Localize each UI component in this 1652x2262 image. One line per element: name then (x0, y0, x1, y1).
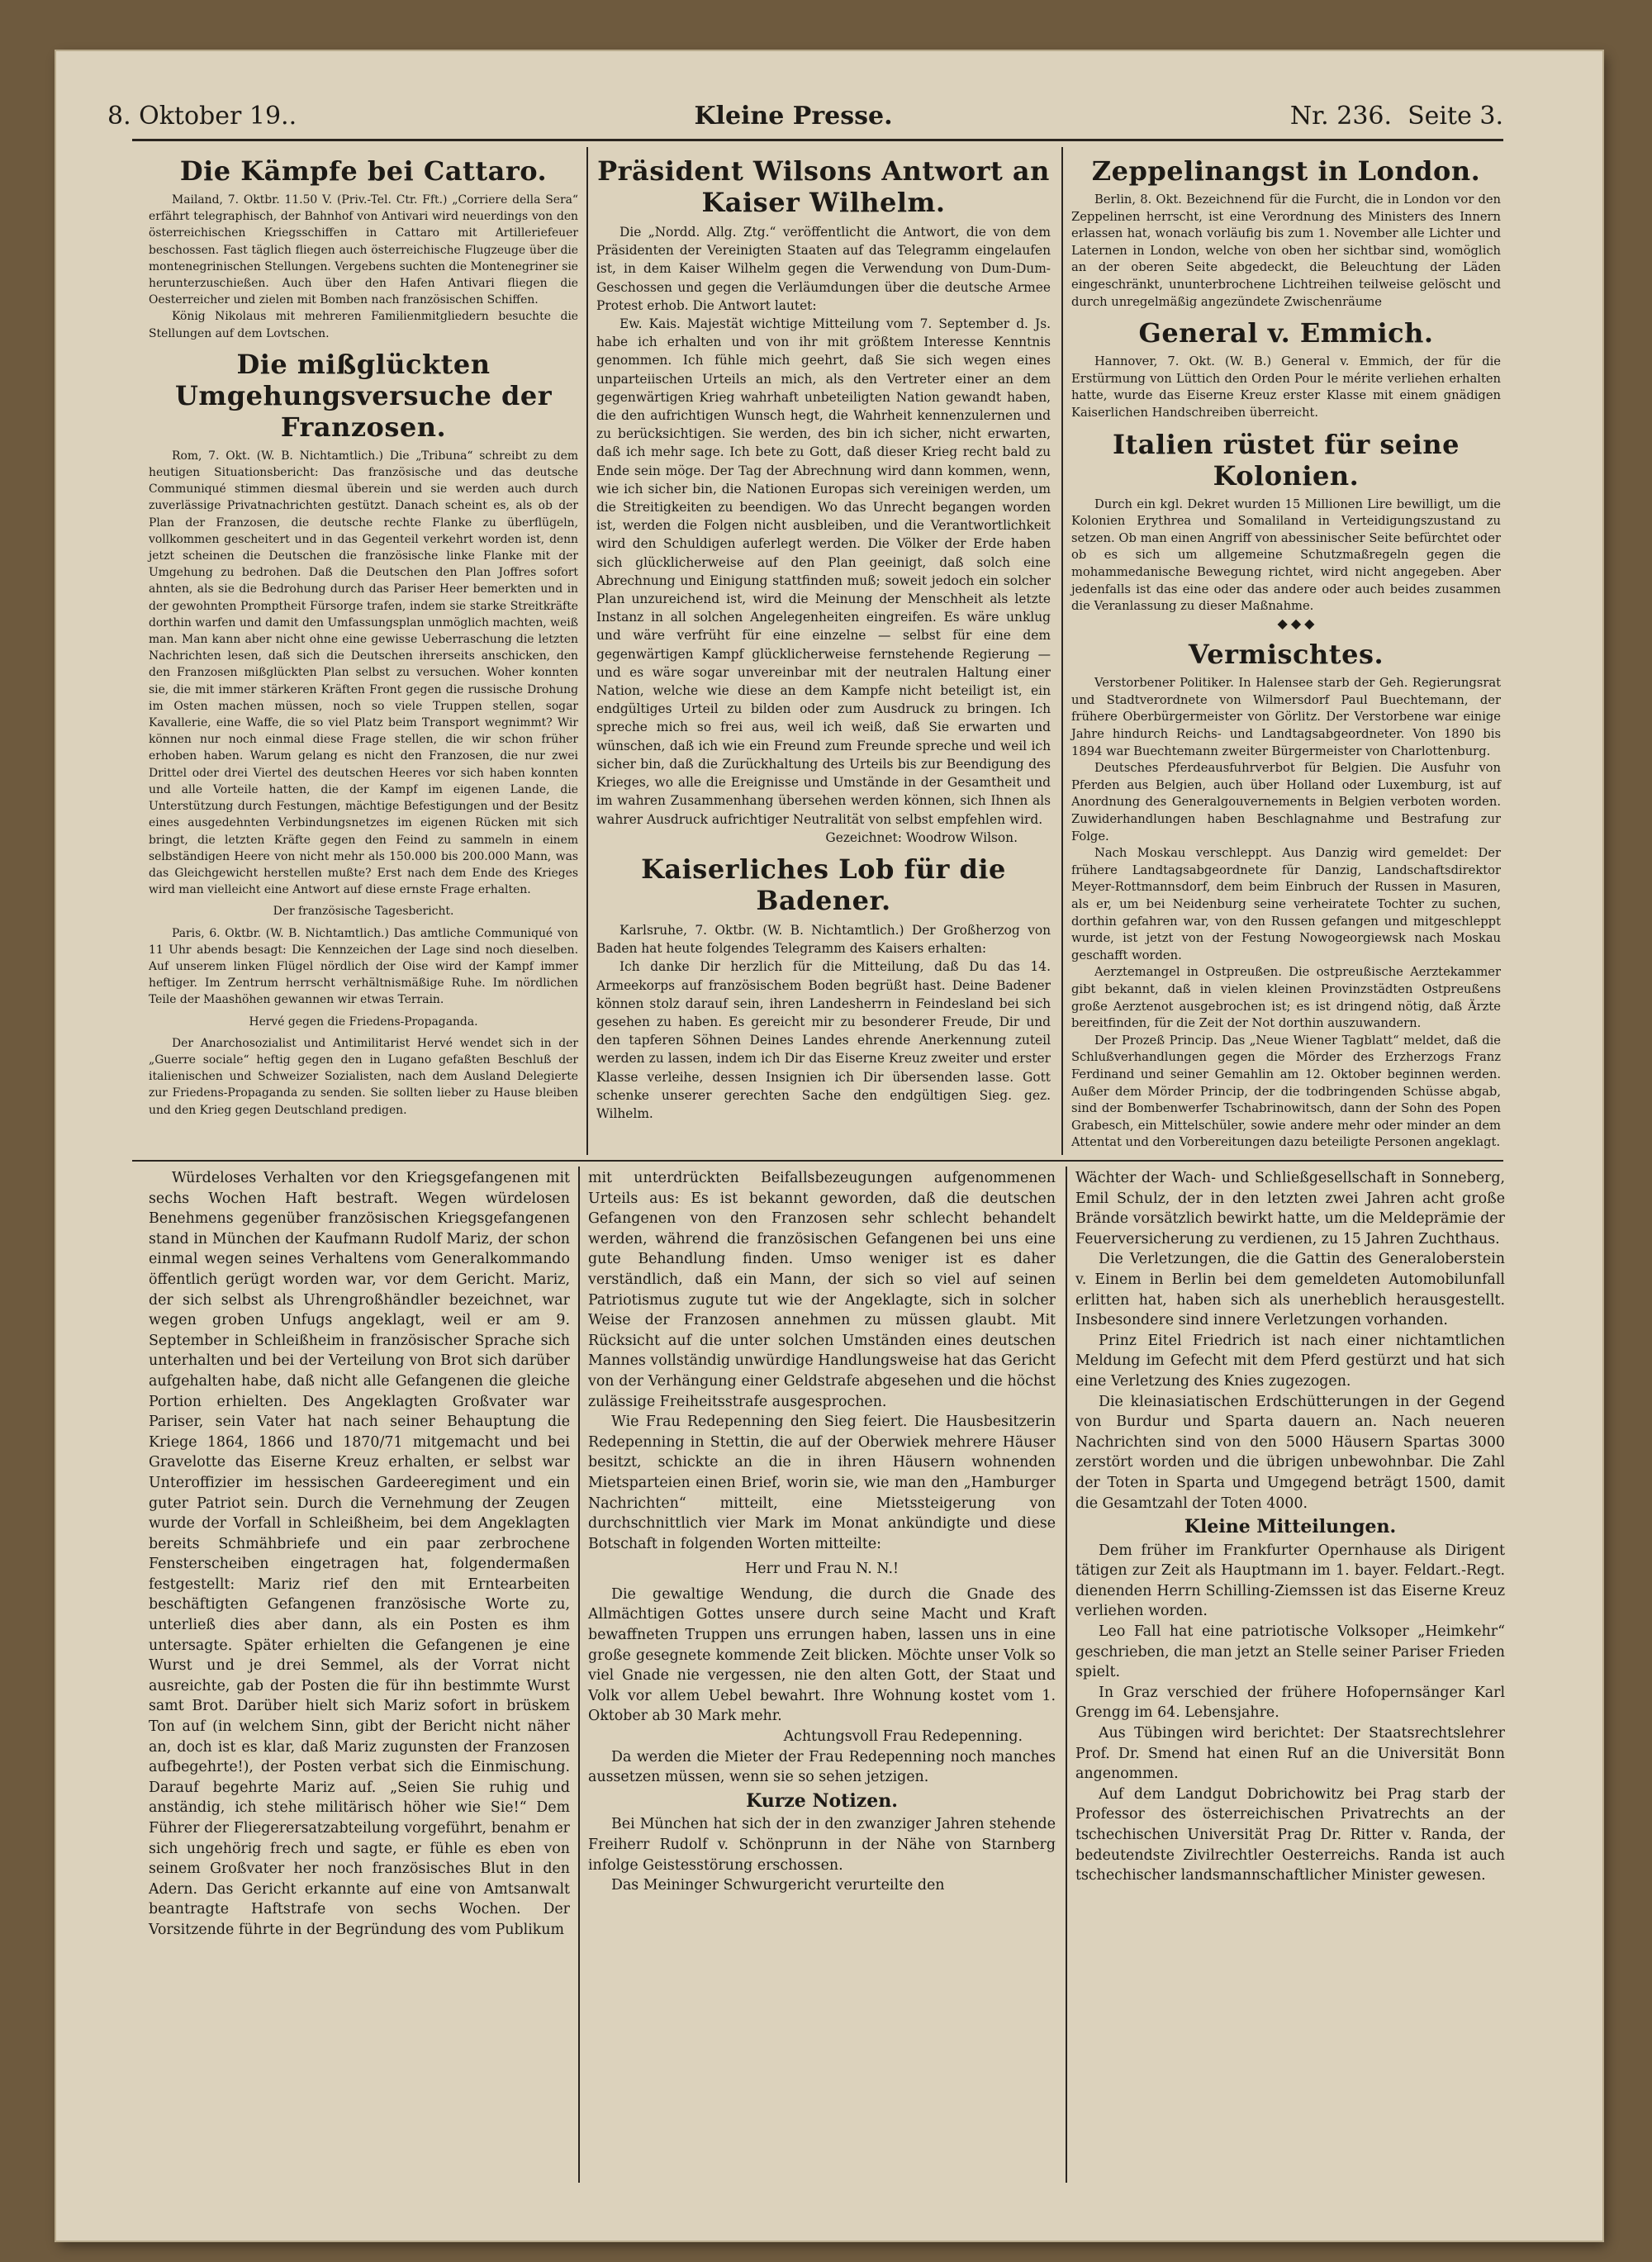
article-text: Hannover, 7. Okt. (W. B.) General v. Emmich, der für die Erstürmung von Lüttich den Orden Pour le mérite verliehen erhalten hatte, wurde das Eiserne Kreuz erster Klasse mit einem gnädigen Kaiserlichen Handschreiben überreicht. (1071, 354, 1501, 420)
column-divider (1061, 147, 1063, 1155)
subheadline: Hervé gegen die Friedens-Propaganda. (249, 1015, 478, 1029)
signature: Gezeichnet: Woodrow Wilson. (825, 829, 1018, 845)
article-text: Nach Moskau verschleppt. Aus Danzig wird gemeldet: Der frühere Landtagsabgeordnete für Danzig, Landschaftsdirektor Meyer-Rottmannsdorf, dem beim Einbruch der Russen in Masuren, als er, um bei Neidenburg seine verheiratete Tochter zu suchen, dorthin gefahren war, von den Russen gefangen und mitgeschleppt wurde, ist jetzt von der Festung Nowogeorgiewsk nach Moskau geschafft worden. (1071, 846, 1501, 962)
headline-zeppelin: Zeppelinangst in London. (1091, 155, 1481, 187)
signature: Achtungsvoll Frau Redepenning. (783, 1728, 1023, 1746)
header-rule (132, 139, 1503, 141)
article-text: Wächter der Wach- und Schließgesellschaft in Sonneberg, Emil Schulz, der in den letzten zwei Jahren acht große Brände vorsätzlich bewirkt hatte, um die Meldeprämie der Feuerversicherung zu verdienen, zu 15 Jahren Zuchthaus. (1075, 1170, 1505, 1247)
headline-badener: Kaiserliches Lob für die Badener. (641, 853, 1006, 916)
headline-emmich: General v. Emmich. (1138, 317, 1434, 349)
article-text: Die kleinasiatischen Erdschütterungen in der Gegend von Burdur und Sparta dauern an. Nach neueren Nachrichten sind von den 5000 Häusern Spartas 3000 zerstört worden und die übrigen unbewohnbar. Die Zahl der Toten in Sparta und Umgegend beträgt 1500, damit die Gesamtzahl der Toten 4000. (1075, 1393, 1505, 1512)
bottom-column-3 (1075, 1168, 1505, 1886)
article-text: Die gewaltige Wendung, die durch die Gnade des Allmächtigen Gottes unsere durch seine Macht und Kraft bewaffneten Truppen uns errungen haben, lassen uns in eine große gesegnete kommende Zeit blicken. Möchte unser Volk so viel Gnade nie vergessen, nie den alten Gott, der Staat und Volk vor allem Uebel bewahrt. Ihre Wohnung kostet vom 1. Oktober ab 30 Mark mehr. (588, 1585, 1056, 1725)
paper-title: Kleine Presse. (694, 101, 893, 131)
article-text: Rom, 7. Okt. (W. B. Nichtamtlich.) Die „Tribuna“ schreibt zu dem heutigen Situationsbericht: Das französische und das deutsche Communiqué stimmen diesmal überein und sie werden auch durch zuverlässige Privatnachrichten gestützt. Danach scheint es, als ob der Plan der Franzosen, die deutsche rechte Flanke zu überflügeln, vollkommen gescheitert und in das Gegenteil verkehrt worden ist, denn jetzt scheinen die Deutschen die französische linke Flanke mit der Umgehung zu bedrohen. Daß die Deutschen den Plan Joffres sofort ahnten, als sie die Bedrohung durch das Pariser Heer bemerkten und in der gewohnten Promptheit Fürsorge trafen, indem sie starke Streitkräfte dorthin warfen und damit den Umfassungsplan unmöglich machten, weiß man. Man kann aber nicht ohne eine gewisse Ueberraschung die letzten Nachrichten lesen, daß sich die Deutschen ihrerseits anschicken, den den Franzosen mißglückten Plan selbst zu versuchen. Woher konnten sie, die mit immer stärkeren Kräften Front gegen die russische Drohung im Osten machen müssen, noch so viele Truppen stellen, sogar Kavallerie, eine Waffe, die so viel Platz beim Transport wegnimmt? Wir können nur noch einmal diese Frage stellen, die wir schon früher erhoben haben. Warum gelang es nicht den Franzosen, die nur zwei Drittel oder drei Viertel des deutschen Heeres vor sich haben konnten und alle Vorteile hatten, die der Kampf im eigenen Lande, die Unterstützung durch Festungen, mächtige Befestigungen und der Besitz eines ausgedehnten Verbindungsnetzes im eigenen Rücken mit sich bringt, die letzten Kräfte gegen den Feind zu sammeln in einem selbständigen Heere von nicht mehr als 150.000 bis 200.000 Mann, was das Gleichgewicht herstellen mußte? Erst nach dem Ende des Krieges wird man vielleicht eine Antwort auf diese ernste Frage erhalten. (149, 449, 578, 897)
article-text: Der Anarchosozialist und Antimilitarist Hervé wendet sich in der „Guerre sociale“ heftig gegen den in Lugano gefaßten Beschluß der italienischen und Schweizer Sozialisten, nach dem Ausland Delegierte zur Friedens-Propaganda zu senden. Sie sollten lieber zu Hause bleiben und den Krieg gegen Deutschland predigen. (149, 1036, 578, 1117)
column-divider (586, 147, 588, 1155)
issue-number-page (1290, 102, 1503, 131)
article-text: Aus Tübingen wird berichtet: Der Staatsrechtslehrer Prof. Dr. Smend hat einen Ruf an die Universität Bonn angenommen. (1075, 1725, 1505, 1783)
headline-vermischtes: Vermischtes. (1188, 639, 1384, 671)
headline-cattaro: Die Kämpfe bei Cattaro. (179, 155, 548, 187)
article-text: Würdeloses Verhalten vor den Kriegsgefangenen mit sechs Wochen Haft bestraft. Wegen würdelosen Benehmens gegenüber französischen Kriegsgefangenen stand in München der Kaufmann Rudolf Mariz, der schon einmal wegen seines Verhaltens vom Generalkommando öffentlich gerügt worden war, vor dem Gericht. Mariz, der sich selbst als Uhrengroßhändler bezeichnet, war wegen groben Unfugs angeklagt, weil er am 9. September in Schleißheim in französischer Sprache sich unterhalten und bei der Verteilung von Brot sich darüber aufgehalten habe, daß nicht alle Gefangenen die gleiche Portion erhielten. Des Angeklagten Großvater war Pariser, sein Vater hat nach seiner Behauptung die Kriege 1864, 1866 und 1870/71 mitgemacht und bei Gravelotte das Eiserne Kreuz erhalten, er selbst war Unteroffizier im hessischen Gardeeregiment und ein guter Patriot sein. Durch die Vernehmung der Zeugen wurde der Vorfall in Schleißheim, bei dem Angeklagten bereits Schmähbriefe und ein paar zerbrochene Fensterscheiben eingetragen hat, folgendermaßen festgestellt: Mariz rief den mit Erntearbeiten beschäftigten Gefangenen französische Worte zu, unterließ dies aber dann, als ein Posten es ihm untersagte. Später erhielten die Gefangenen je eine Wurst und je drei Semmel, als der Vorrat nicht ausreichte, gab der Posten die für ihn bestimmte Wurst samt Brot. Darüber hielt sich Mariz sofort in brüskem Ton auf (in welchem Sinn, gibt der Bericht nicht näher an, doch ist es klar, daß Mariz zugunsten der Franzosen aufbegehrte!), der Posten verbat sich die Einmischung. Darauf begehrte Mariz auf. „Seien Sie ruhig und anständig, ich stehe militärisch höher wie Sie!“ Dem Führer der Fliegerersatzabteilung vorgeführt, benahm er sich ungehörig frech und sagte, er fühle es eben von seinem Großvater her noch französisches Blut in den Adern. Das Gericht erkannte auf eine von Amtsanwalt beantragte Haftstrafe von sechs Wochen. Der Vorsitzende führte in der Begründung des vom Publikum (149, 1170, 570, 1938)
headline-kurze-notizen: Kurze Notizen. (746, 1789, 898, 1812)
article-text: mit unterdrückten Beifallsbezeugungen aufgenommenen Urteils aus: Es ist bekannt geworden, daß die deutschen Gefangenen von den Franzosen sehr schlecht behandelt werden, während die französischen Gefangenen bei uns eine gute Behandlung finden. Umso weniger ist es daher verständlich, daß ein Mann, der sich so viel auf seinen Patriotismus zugute tut wie der Angeklagte, sich in solcher Weise der Franzosen annehmen zu müssen glaubt. Mit Rücksicht auf die unter solchen Umständen eines deutschen Mannes vollständig unwürdige Handlungsweise hat das Gericht von der Verhängung einer Geldstrafe abgesehen und die höchst zulässige Freiheitsstrafe ausgesprochen. (588, 1170, 1056, 1410)
column-3 (1071, 149, 1501, 1152)
issue-number: Nr. 236. (1289, 101, 1393, 131)
headline-kleine-mitteilungen: Kleine Mitteilungen. (1184, 1516, 1397, 1538)
article-text: Dem früher im Frankfurter Opernhause als Dirigent tätigen zur Zeit als Hauptmann im 1. bayer. Feldart.-Regt. dienenden Herrn Schilling-Ziemssen ist das Eiserne Kreuz verliehen worden. (1075, 1542, 1505, 1620)
column-1 (149, 149, 578, 1119)
article-text: Aerztemangel in Ostpreußen. Die ostpreußische Aerztekammer gibt bekannt, daß in vielen kleinen Provinzstädten Ostpreußens große Aerztenot ausgebrochen ist; es ist dringend nötig, daß Ärzte bereitfinden, für die Zeit der Not dorthin auszuwandern. (1071, 965, 1501, 1031)
headline-wilson: Präsident Wilsons Antwort an Kaiser Wilhelm. (597, 155, 1050, 218)
column-2 (596, 149, 1051, 1123)
article-text: Das Meininger Schwurgericht verurteilte den (611, 1877, 945, 1894)
headline-umgehung: Die mißglückten Umgehungsversuche der Franzosen. (174, 348, 553, 443)
article-text: Ich danke Dir herzlich für die Mitteilung, daß Du das 14. Armeekorps auf französischem Boden begrüßt hast. Deine Badener können stolz darauf sein, ihren Landesherrn in Feindesland bei sich gesehen zu haben. Es gereicht mir zu besonderer Freude, Dir und den tapferen Söhnen Deines Landes ehrende Anerkennung zuteil werden zu lassen, indem ich Dir das Eiserne Kreuz zweiter und erster Klasse verleihe, dessen Insignien ich Dir übersenden lasse. Gott schenke unserer gerechten Sache den endgültigen Sieg. gez. Wilhelm. (596, 959, 1051, 1121)
page-number: Seite 3. (1408, 101, 1503, 131)
page-header (107, 93, 1503, 139)
article-text: Deutsches Pferdeausfuhrverbot für Belgien. Die Ausfuhr von Pferden aus Belgien, auch über Holland oder Luxemburg, ist auf Anordnung des Generalgouvernements in Belgien verboten worden. Zuwiderhandlungen haben Beschlagnahme und Bestrafung zur Folge. (1071, 761, 1501, 843)
section-divider (132, 1160, 1503, 1162)
article-text: Berlin, 8. Okt. Bezeichnend für die Furcht, die in London vor den Zeppelinen herrscht, ist eine Verordnung des Ministers des Innern erlassen hat, wonach vorläufig bis zum 1. November alle Lichter und Laternen in London, welche von oben her sichtbar sind, womöglich an der oberen Seite abgedeckt, die Beleuchtung der Läden eingeschränkt, ununterbrochene Lichtreihen teilweise gelöscht und durch unregelmäßig angezündete Zwischenräume (1071, 192, 1501, 309)
headline-italien: Italien rüstet für seine Kolonien. (1113, 428, 1460, 492)
article-text: Paris, 6. Oktbr. (W. B. Nichtamtlich.) Das amtliche Communiqué von 11 Uhr abends besagt: Die Kennzeichen der Lage sind noch dieselben. Auf unserem linken Flügel nördlich der Oise wird der Kampf immer heftiger. Im Zentrum herrscht verhältnismäßige Ruhe. Im nördlichen Teile der Maashöhen gewannen wir etwas Terrain. (149, 926, 578, 1007)
bottom-column-1 (149, 1168, 570, 1941)
article-text: Karlsruhe, 7. Oktbr. (W. B. Nichtamtlich.) Der Großherzog von Baden hat heute folgendes Telegramm des Kaisers erhalten: (596, 922, 1051, 957)
article-text: Mailand, 7. Oktbr. 11.50 V. (Priv.-Tel. Ctr. Fft.) „Corriere della Sera“ erfährt telegraphisch, der Bahnhof von Antivari wird neuerdings von den österreichischen Kriegsschiffen in Cattaro mit Artilleriefeuer beschossen. Fast täglich fliegen auch österreichische Flugzeuge über die montenegrinischen Stellungen. Vergebens suchten die Montenegriner sie herunterzuschießen. Auch über den Hafen Antivari fliegen die Oesterreicher und zielen mit Bomben nach französischen Schiffen. (149, 193, 578, 307)
letter-salutation: Herr und Frau N. N.! (745, 1561, 899, 1578)
article-text: Wie Frau Redepenning den Sieg feiert. Die Hausbesitzerin Redepenning in Stettin, die auf der Oberwiek mehrere Häuser besitzt, schickte an die in ihren Häusern wohnenden Mietsparteien einen Brief, worin sie, wie man den „Hamburger Nachrichten“ mitteilt, eine Mietssteigerung von durchschnittlich vier Mark im Monat ankündigte und diese Botschaft in folgenden Worten mitteilte: (588, 1414, 1056, 1552)
article-text: Durch ein kgl. Dekret wurden 15 Millionen Lire bewilligt, um die Kolonien Erythrea und Somaliland in Verteidigungszustand zu setzen. Ob man einen Angriff von abessinischer Seite befürchtet oder ob es sich um allgemeine Schutzmaßregeln gegen die mohammedanische Bewegung richtet, wird nicht angegeben. Aber jedenfalls ist das eine oder das andere oder auch beides zusammen die Veranlassung zu dieser Maßnahme. (1071, 497, 1501, 614)
article-text: Auf dem Landgut Dobrichowitz bei Prag starb der Professor des österreichischen Privatrechts an der tschechischen Universität Prag Dr. Ritter v. Randa, der bedeutendste Zivilrechtler Oesterreichs. Randa ist auch tschechischer landsmannschaftlicher Minister gewesen. (1075, 1785, 1505, 1884)
ornament-divider: ◆◆◆ (1277, 615, 1318, 631)
article-text: Prinz Eitel Friedrich ist nach einer nichtamtlichen Meldung im Gefecht mit dem Pferd gestürzt und hat sich eine Verletzung des Knies zugezogen. (1075, 1332, 1505, 1390)
bottom-column-2 (588, 1168, 1056, 1896)
subheadline: Der französische Tagesbericht. (273, 905, 454, 919)
article-text: Verstorbener Politiker. In Halensee starb der Geh. Regierungsrat und Stadtverordnete von Wilmersdorf Paul Buechtemann, der frühere Oberbürgermeister von Görlitz. Der Verstorbene war einige Jahre hindurch Reichs- und Landtagsabgeordneter. Von 1890 bis 1894 war Buechtemann zweiter Bürgermeister von Charlottenburg. (1071, 676, 1501, 758)
article-text: Die „Nordd. Allg. Ztg.“ veröffentlicht die Antwort, die von dem Präsidenten der Vereinigten Staaten auf das Telegramm eingelaufen ist, in dem Kaiser Wilhelm gegen die Verwendung von Dum-Dum-Geschossen und gegen die Verläumdungen über die deutsche Armee Protest erhob. Die Antwort lautet: (596, 225, 1051, 313)
column-divider (578, 1167, 580, 2183)
article-text: König Nikolaus mit mehreren Familienmitgliedern besuchte die Stellungen auf dem Lovtschen. (149, 310, 578, 340)
article-text: Bei München hat sich der in den zwanziger Jahren stehende Freiherr Rudolf v. Schönprunn in der Nähe von Starnberg infolge Geistesstörung erschossen. (588, 1816, 1056, 1874)
article-text: Ew. Kais. Majestät wichtige Mitteilung vom 7. September d. Js. habe ich erhalten und von ihr mit größtem Interesse Kenntnis genommen. Ich fühle mich geehrt, daß Sie sich wegen eines unparteiischen Urteils an mich, als den Vertreter einer an dem gegenwärtigen Krieg wahrhaft unbeteiligten Nation gewandt haben, die den aufrichtigen Wunsch hegt, die Wahrheit kennenzulernen und zu berücksichtigen. Sie werden, des bin ich sicher, nicht erwarten, daß ich mehr sage. Ich bete zu Gott, daß dieser Krieg recht bald zu Ende sein möge. Der Tag der Abrechnung wird dann kommen, wenn, wie ich sicher bin, die Nationen Europas sich vereinigen werden, um die Streitigkeiten zu beendigen. Wo das Unrecht begangen worden ist, werden die Folgen nicht ausbleiben, und die Verantwortlichkeit wird den Schuldigen auferlegt werden. Die Völker der Erde haben sich glücklicherweise auf den Plan geeinigt, daß solch eine Abrechnung und Einigung stattfinden muß; soweit jedoch ein solcher Plan unzureichend ist, wird die Meinung der Menschheit als letzte Instanz in all solchen Angelegenheiten eingreifen. Es wäre unklug und wäre verfrüht für eine einzelne — selbst für eine dem gegenwärtigen Kampf glücklicherweise fernstehende Regierung — und es wäre sogar unvereinbar mit der neutralen Haltung einer Nation, welche wie diese an dem Kampfe nicht beteiligt ist, ein endgültiges Urteil zu bilden oder zum Ausdruck zu bringen. Ich spreche mich so frei aus, weil ich weiß, daß Sie erwarten und wünschen, daß ich wie ein Freund zum Freunde spreche und weil ich sicher bin, daß die Zurückhaltung des Urteils bis zur Beendigung des Krieges, wo alle die Ereignisse und Umstände in der Gesamtheit und im wahren Zusammenhang übersehen werden können, sich Ihnen als wahrer Ausdruck aufrichtiger Neutralität von selbst empfehlen wird. (596, 316, 1051, 827)
article-text: Der Prozeß Princip. Das „Neue Wiener Tagblatt“ meldet, daß die Schlußverhandlungen gegen die Mörder des Erzherzogs Franz Ferdinand und seiner Gemahlin am 12. Oktober beginnen werden. Außer dem Mörder Princip, der die todbringenden Schüsse abgab, sind der Bombenwerfer Tschabrinowitsch, dann der Sohn des Popen Grabesch, ein Mittelschüler, sowie andere mehr oder minder an dem Attentat und den Vorbereitungen dazu beteiligte Personen angeklagt. (1071, 1033, 1501, 1150)
issue-date: 8. Oktober 19.. (107, 101, 297, 131)
article-text: Leo Fall hat eine patriotische Volksoper „Heimkehr“ geschrieben, die man jetzt an Stelle seiner Pariser Frieden spielt. (1075, 1623, 1506, 1681)
column-divider (1066, 1167, 1067, 2183)
article-text: Die Verletzungen, die die Gattin des Generaloberstein v. Einem in Berlin bei dem gemeldeten Automobilunfall erlitten hat, haben sich als unerheblich herausgestellt. Insbesondere sind innere Verletzungen vorhanden. (1075, 1251, 1505, 1329)
article-text: In Graz verschied der frühere Hofopernsänger Karl Grengg im 64. Lebensjahre. (1075, 1684, 1505, 1722)
article-text: Da werden die Mieter der Frau Redepenning noch manches aussetzen müssen, wenn sie so sehen jetzigen. (588, 1748, 1056, 1786)
